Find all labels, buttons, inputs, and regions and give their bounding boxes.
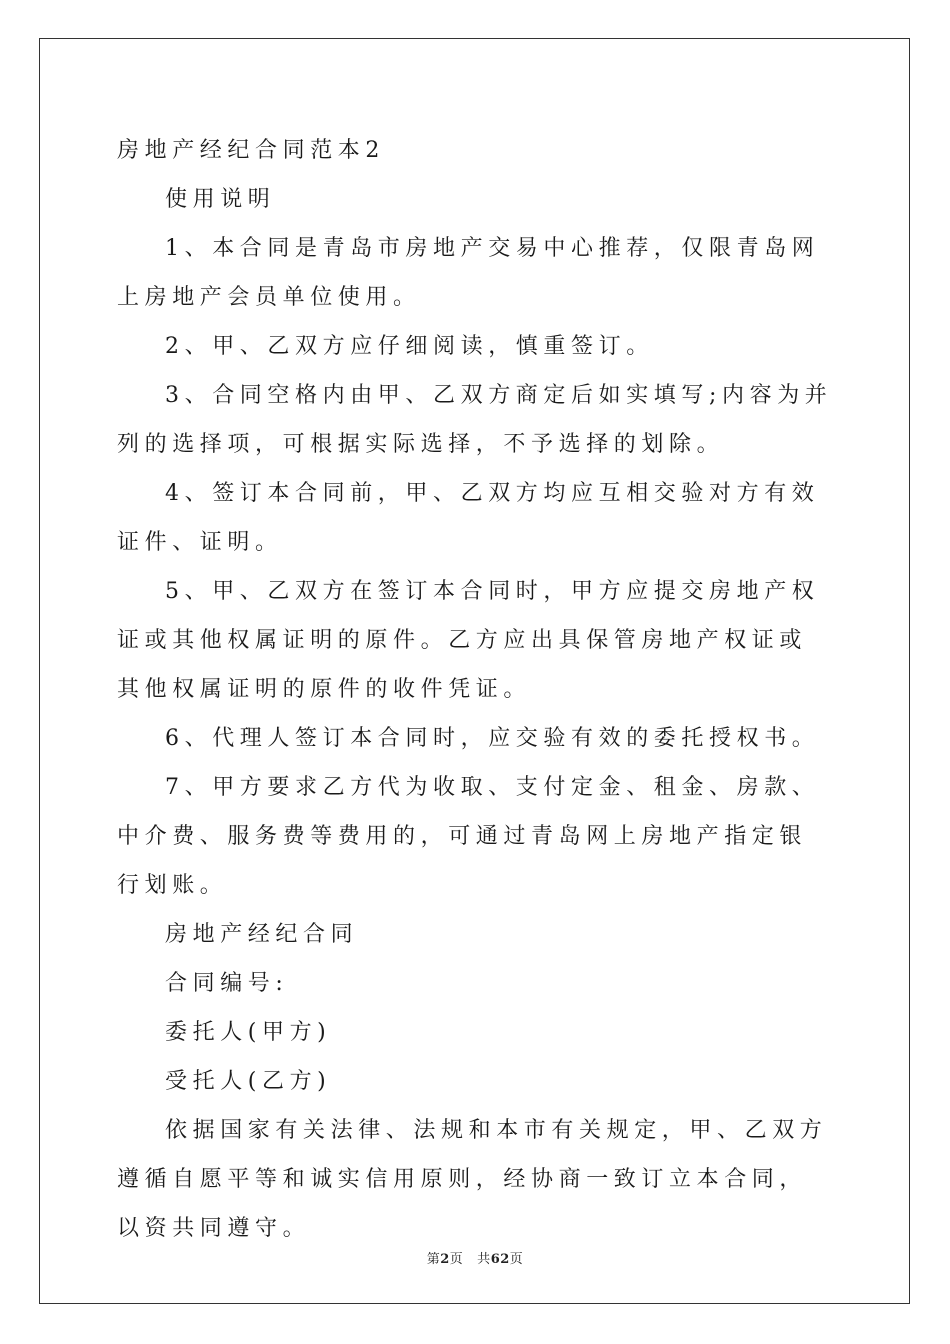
contract-number-label: 合同编号: <box>165 971 289 996</box>
paragraph-item-4: 4、签订本合同前，甲、乙双方均应互相交验对方有效证件、证明。 <box>117 481 820 555</box>
footer-total-pages: 62 <box>490 1252 510 1267</box>
footer-page-number: 2 <box>440 1252 450 1267</box>
document-body <box>117 126 833 1253</box>
footer-page-prefix: 第 <box>426 1252 441 1267</box>
paragraph-item-3: 3、合同空格内由甲、乙双方商定后如实填写;内容为并列的选择项，可根据实际选择，不予选择的划除。 <box>117 383 833 457</box>
paragraph-item-1: 1、本合同是青岛市房地产交易中心推荐，仅限青岛网上房地产会员单位使用。 <box>117 236 820 310</box>
paragraph-item-6: 6、代理人签订本合同时，应交验有效的委托授权书。 <box>165 726 820 751</box>
page-footer <box>0 1248 950 1267</box>
contract-heading: 房地产经纪合同 <box>165 922 359 947</box>
footer-total-suffix: 页 <box>509 1252 524 1267</box>
footer-page-suffix: 页 <box>449 1252 464 1267</box>
footer-total-prefix: 共 <box>477 1252 491 1267</box>
document-title: 房地产经纪合同范本2 <box>117 138 385 163</box>
agent-party-label: 受托人(乙方) <box>165 1069 332 1094</box>
principal-party-label: 委托人(甲方) <box>165 1020 332 1045</box>
paragraph-item-5: 5、甲、乙双方在签订本合同时，甲方应提交房地产权证或其他权属证明的原件。乙方应出具保管房地产权证或其他权属证明的原件的收件凭证。 <box>117 579 820 702</box>
paragraph-item-2: 2、甲、乙双方应仔细阅读，慎重签订。 <box>165 334 654 359</box>
contract-preamble: 依据国家有关法律、法规和本市有关规定，甲、乙双方遵循自愿平等和诚实信用原则，经协商一致订立本合同，以资共同遵守。 <box>117 1118 828 1241</box>
paragraph-usage-heading: 使用说明 <box>165 187 276 212</box>
paragraph-item-7: 7、甲方要求乙方代为收取、支付定金、租金、房款、中介费、服务费等费用的，可通过青岛网上房地产指定银行划账。 <box>117 775 820 898</box>
